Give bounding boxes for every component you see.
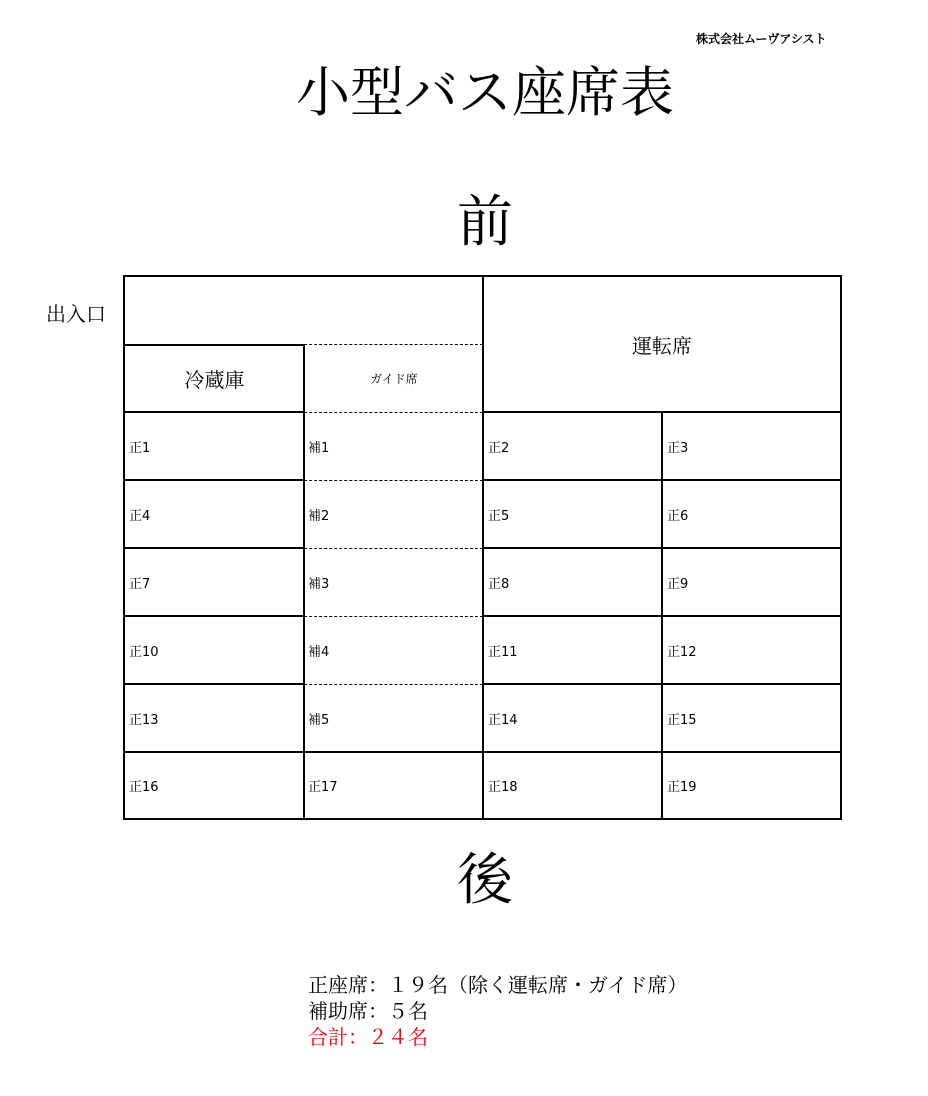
seat-regular-7: 正7 [129, 576, 151, 592]
aux-row-dashed-line [304, 616, 483, 617]
seat-regular-16: 正16 [129, 779, 159, 795]
auxiliary-seat-count: 補助席：５名 [308, 999, 428, 1023]
aux-row-dashed-line [304, 480, 483, 481]
row-line [125, 547, 304, 549]
row-line [482, 479, 840, 481]
row-line [125, 479, 304, 481]
seat-aux-5: 補5 [308, 712, 330, 728]
fridge-top-line [125, 344, 304, 346]
seat-regular-15: 正15 [667, 712, 697, 728]
back-label: 後 [457, 848, 513, 913]
seat-regular-4: 正4 [129, 508, 151, 524]
aux-row-dashed-line [304, 548, 483, 549]
row-line [482, 683, 840, 685]
seat-regular-8: 正8 [488, 576, 510, 592]
row-line [125, 411, 304, 413]
seat-regular-14: 正14 [488, 712, 518, 728]
seat-regular-9: 正9 [667, 576, 689, 592]
fridge-area: 冷蔵庫 [184, 368, 245, 392]
company-name: 株式会社ムーヴアシスト [696, 32, 827, 46]
row-line [482, 411, 840, 413]
seat-regular-17: 正17 [308, 779, 338, 795]
front-label: 前 [457, 190, 513, 255]
total-seat-count: 合計：２４名 [308, 1025, 428, 1049]
seat-regular-5: 正5 [488, 508, 510, 524]
guide-top-dashed-line [304, 344, 483, 345]
seat-regular-1: 正1 [129, 440, 151, 456]
row-line [125, 683, 304, 685]
seat-regular-3: 正3 [667, 440, 689, 456]
seat-regular-2: 正2 [488, 440, 510, 456]
row-line [125, 615, 304, 617]
row-line [482, 547, 840, 549]
seat-regular-19: 正19 [667, 779, 697, 795]
seat-summary [308, 972, 687, 1050]
driver-seat: 運転席 [632, 334, 692, 358]
left-column-line [303, 344, 305, 818]
seat-aux-1: 補1 [308, 440, 330, 456]
seat-regular-10: 正10 [129, 644, 159, 660]
regular-seat-count: 正座席：１９名（除く運転席・ガイド席） [308, 973, 688, 997]
entrance-label: 出入口 [46, 302, 106, 326]
seat-regular-13: 正13 [129, 712, 159, 728]
seat-aux-4: 補4 [308, 644, 330, 660]
page-title: 小型バス座席表 [296, 61, 674, 124]
seat-regular-18: 正18 [488, 779, 518, 795]
row-line [482, 615, 840, 617]
seat-aux-3: 補3 [308, 576, 330, 592]
seat-chart [123, 275, 842, 820]
aux-row-dashed-line [304, 684, 483, 685]
aux-row-dashed-line [304, 412, 483, 413]
row-line [125, 751, 840, 753]
seat-regular-6: 正6 [667, 508, 689, 524]
guide-seat: ガイド席 [370, 372, 418, 386]
seat-aux-2: 補2 [308, 508, 330, 524]
seat-regular-11: 正11 [488, 644, 518, 660]
seat-regular-12: 正12 [667, 644, 697, 660]
